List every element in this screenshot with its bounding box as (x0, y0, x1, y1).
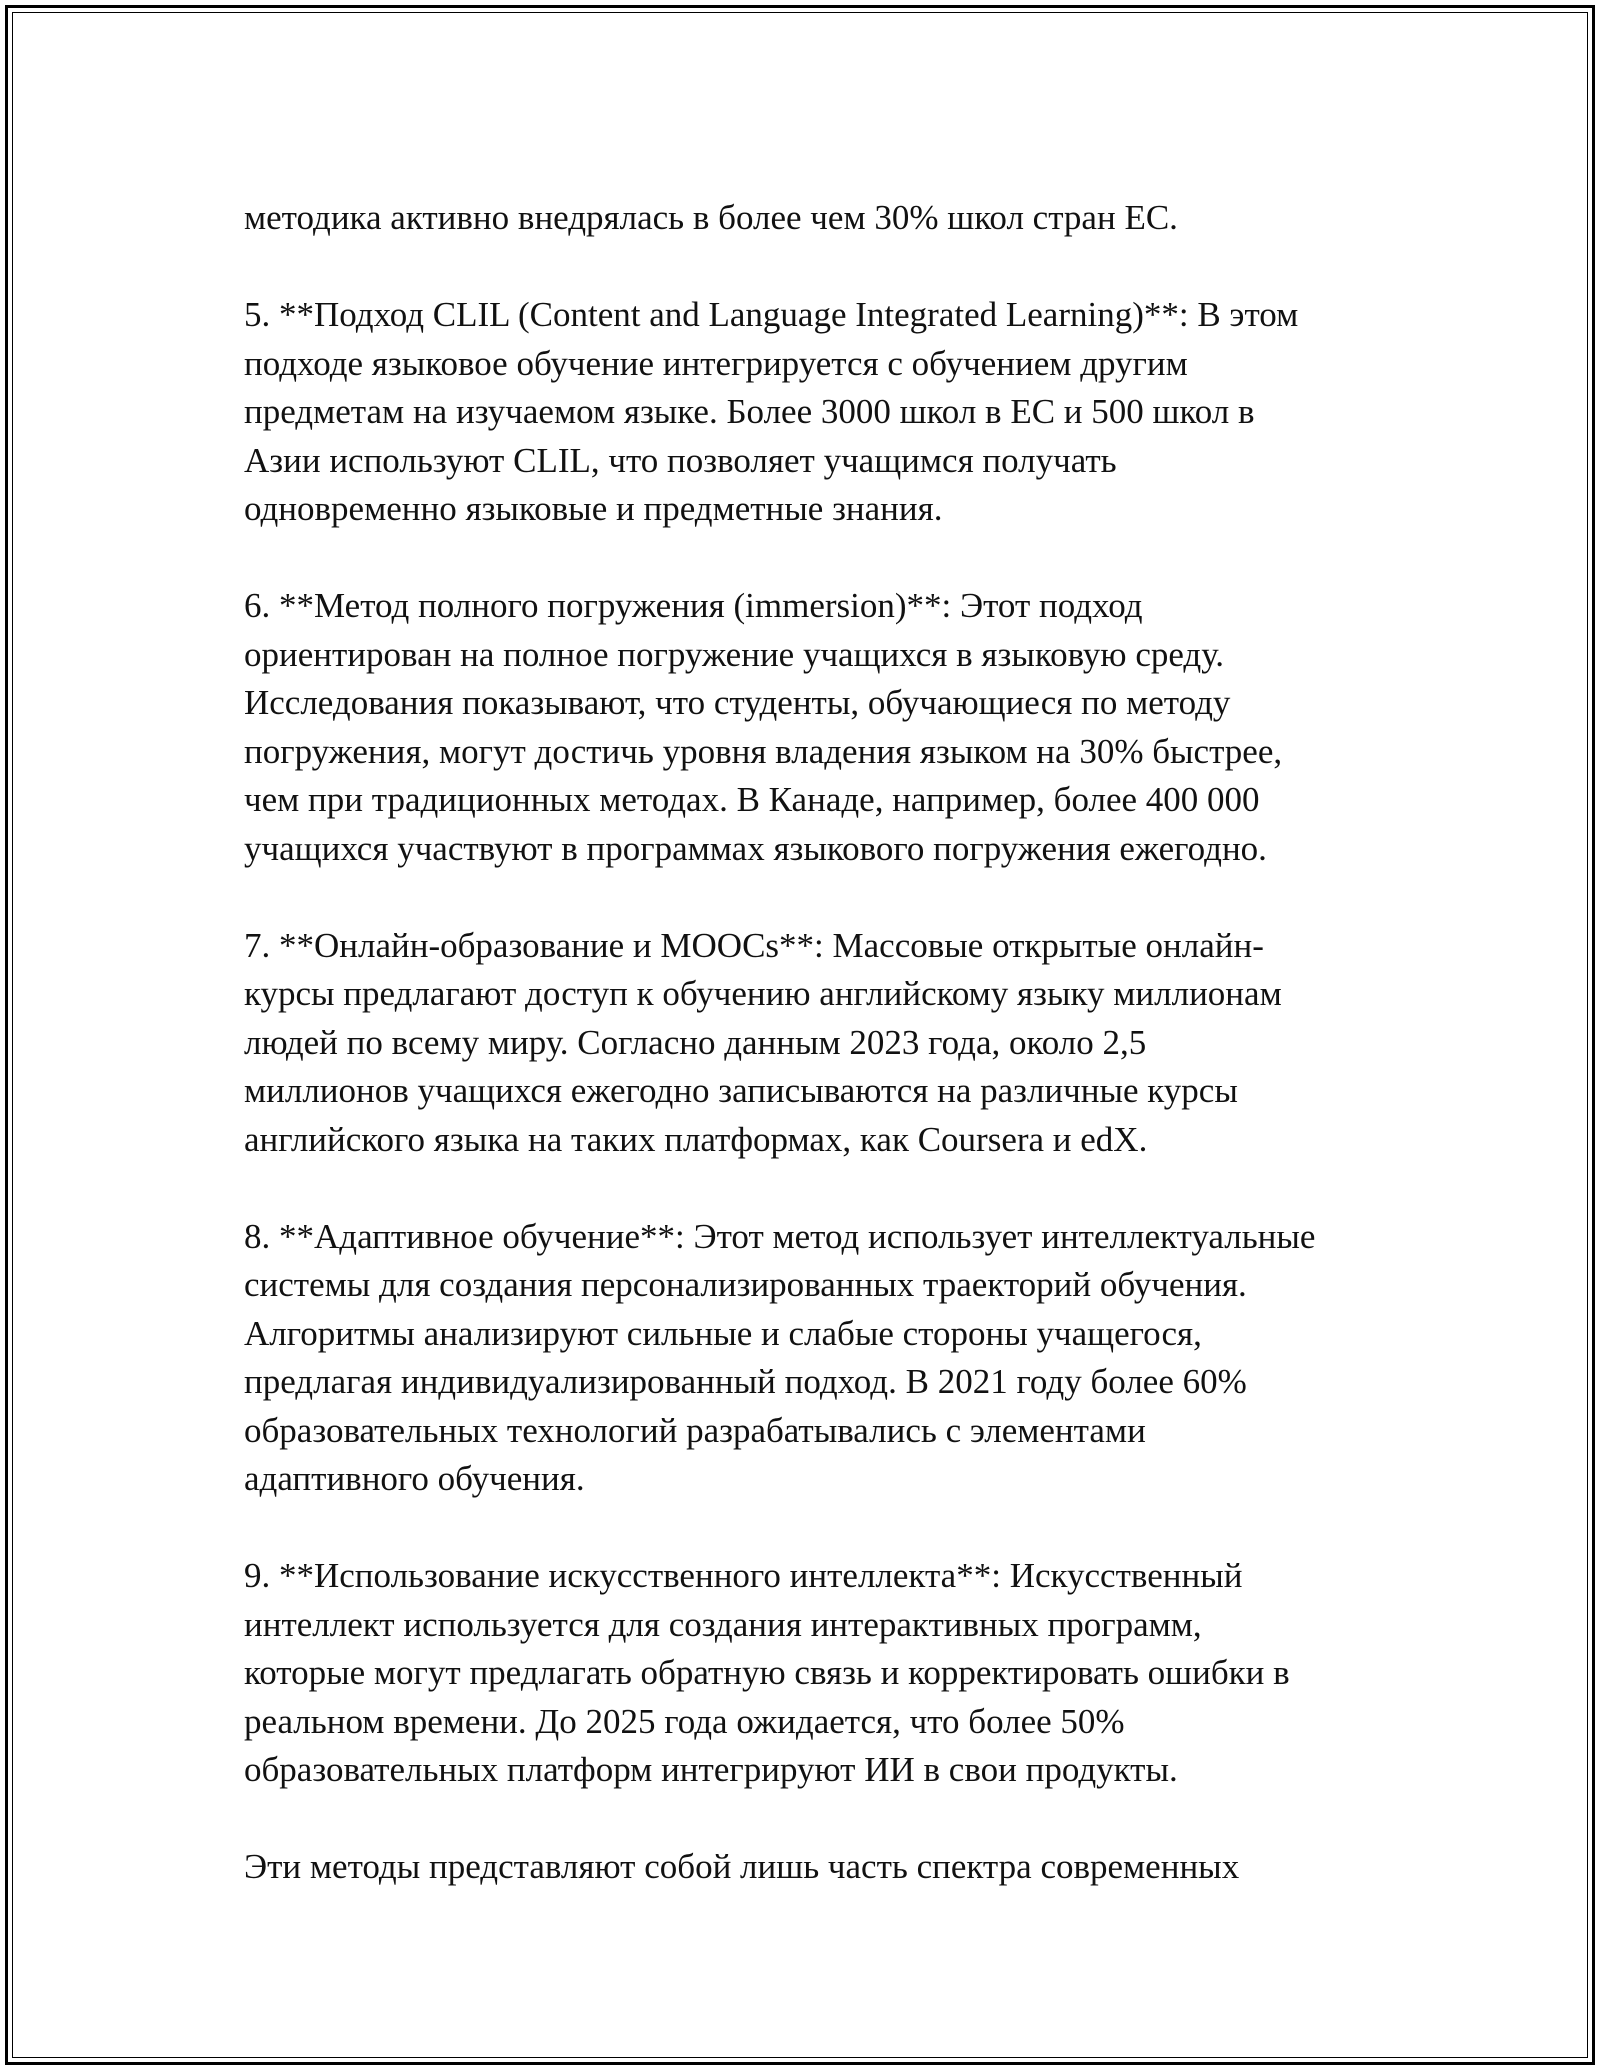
text-line: 5. **Подход CLIL (Content and Language Integrated Learning)**: В этом (244, 295, 1299, 334)
text-line: которые могут предлагать обратную связь и корректировать ошибки в (244, 1653, 1290, 1692)
paragraph-spacer (244, 873, 1404, 922)
text-line: предметам на изучаемом языке. Более 3000 школ в ЕС и 500 школ в (244, 392, 1255, 431)
text-line: 7. **Онлайн-образование и MOOCs**: Массовые открытые онлайн- (244, 925, 1264, 965)
text-line: чем при традиционных методах. В Канаде, например, более 400 000 (244, 780, 1260, 819)
paragraph-item-9 (244, 1552, 1404, 1795)
text-line: реальном времени. До 2025 года ожидается, что более 50% (244, 1701, 1125, 1741)
text-line: системы для создания персонализированных траекторий обучения. (244, 1265, 1247, 1304)
text-line: миллионов учащихся ежегодно записываются на различные курсы (244, 1071, 1238, 1110)
text-line: курсы предлагают доступ к обучению английскому языку миллионам (244, 974, 1282, 1013)
text-line: людей по всему миру. Согласно данным 2023 года, около 2,5 (244, 1022, 1147, 1062)
text-line: подходе языковое обучение интегрируется с обучением другим (244, 343, 1188, 383)
document-body (244, 194, 1404, 1892)
paragraph-item-8 (244, 1213, 1404, 1504)
text-line: Исследования показывают, что студенты, обучающиеся по методу (244, 683, 1231, 722)
paragraph-conclusion-start (244, 1843, 1404, 1892)
text-line: Эти методы представляют собой лишь часть спектра современных (244, 1847, 1240, 1886)
text-line: английского языка на таких платформах, как Coursera и edX. (244, 1119, 1148, 1159)
text-line: Азии используют CLIL, что позволяет учащимся получать (244, 440, 1117, 480)
text-line: 9. **Использование искусственного интеллекта**: Искусственный (244, 1556, 1243, 1595)
text-line: погружения, могут достичь уровня владения языком на 30% быстрее, (244, 731, 1283, 771)
text-line: образовательных технологий разрабатывались с элементами (244, 1410, 1146, 1450)
paragraph-spacer (244, 243, 1404, 292)
text-line: ориентирован на полное погружение учащихся в языковую среду. (244, 634, 1224, 674)
text-line: одновременно языковые и предметные знания. (244, 489, 943, 528)
page-frame (5, 5, 1595, 2065)
paragraph-item-5 (244, 291, 1404, 534)
text-line: Алгоритмы анализируют сильные и слабые стороны учащегося, (244, 1313, 1202, 1353)
paragraph-spacer (244, 534, 1404, 583)
text-line: адаптивного обучения. (244, 1459, 585, 1498)
paragraph-spacer (244, 1795, 1404, 1844)
text-line: предлагая индивидуализированный подход. В 2021 году более 60% (244, 1362, 1247, 1401)
text-line: 6. **Метод полного погружения (immersion)**: Этот подход (244, 586, 1143, 625)
paragraph-item-7 (244, 922, 1404, 1165)
paragraph-spacer (244, 1504, 1404, 1553)
paragraph-item-6 (244, 582, 1404, 873)
text-line: 8. **Адаптивное обучение**: Этот метод использует интеллектуальные (244, 1216, 1316, 1256)
text-line: образовательных платформ интегрируют ИИ в свои продукты. (244, 1750, 1178, 1789)
paragraph-spacer (244, 1164, 1404, 1213)
text-line: учащихся участвуют в программах языкового погружения ежегодно. (244, 828, 1267, 868)
text-line: методика активно внедрялась в более чем 30% школ стран ЕС. (244, 198, 1178, 237)
paragraph-intro-tail (244, 194, 1404, 243)
text-line: интеллект используется для создания интерактивных программ, (244, 1604, 1202, 1644)
